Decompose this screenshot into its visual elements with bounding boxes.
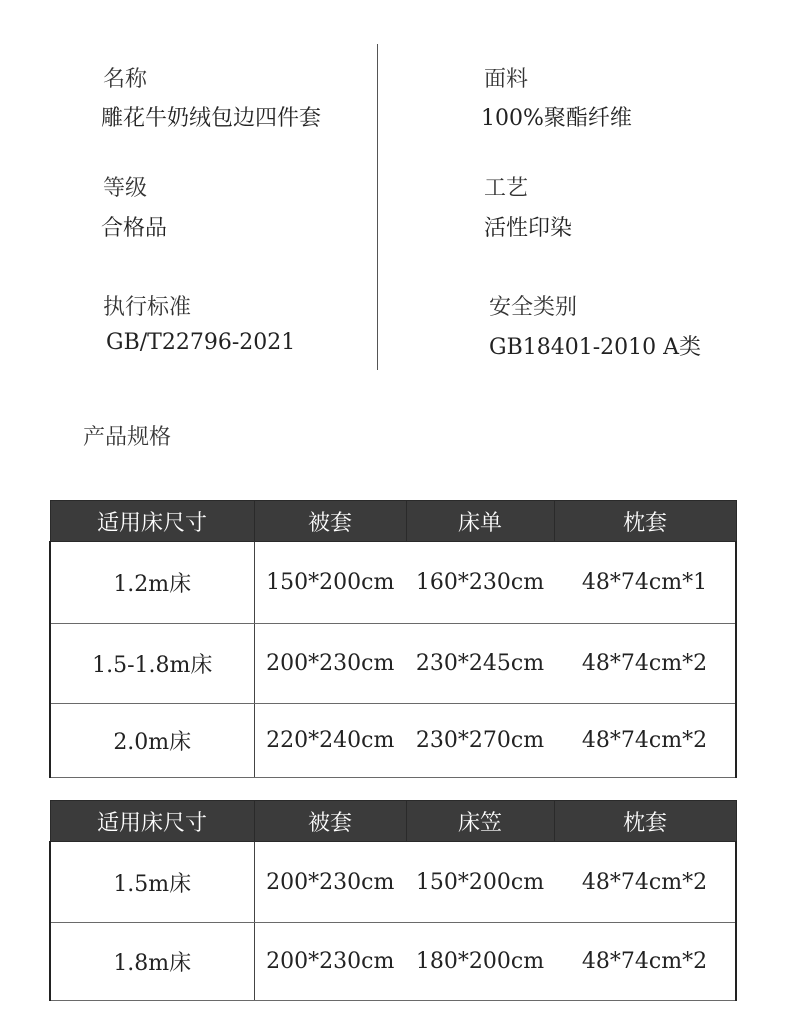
table-cell: 48*74cm*2: [554, 842, 736, 923]
table-header-row: [50, 501, 736, 542]
table-cell: 2.0m床: [50, 704, 254, 778]
header-pillowcase: 枕套: [554, 801, 736, 842]
header-pillowcase: 枕套: [554, 501, 736, 542]
grade-label: 等级: [103, 176, 148, 201]
table-cell: 230*270cm: [406, 704, 554, 778]
header-bed-sheet: 床单: [406, 501, 554, 542]
table-cell: 230*245cm: [406, 624, 554, 704]
safety-label: 安全类别: [489, 295, 578, 320]
table-cell: 200*230cm: [254, 624, 406, 704]
standard-value: GB/T22796-2021: [106, 330, 296, 355]
table-cell: 1.8m床: [50, 923, 254, 1001]
fabric-label: 面料: [484, 67, 529, 92]
name-label: 名称: [103, 67, 148, 92]
table-cell: 1.5m床: [50, 842, 254, 923]
table-row: [50, 923, 736, 1001]
table-cell: 150*200cm: [254, 542, 406, 624]
table-cell: 48*74cm*1: [554, 542, 736, 624]
table-cell: 48*74cm*2: [554, 624, 736, 704]
safety-value: GB18401-2010 A类: [489, 335, 702, 360]
fabric-value: 100%聚酯纤维: [481, 106, 632, 131]
table-row: [50, 842, 736, 923]
table-cell: 220*240cm: [254, 704, 406, 778]
table-row: [50, 704, 736, 778]
specs-title: 产品规格: [83, 425, 172, 450]
spec-table-1: [49, 500, 737, 778]
table-cell: 1.2m床: [50, 542, 254, 624]
table-row: [50, 624, 736, 704]
header-bed-size: 适用床尺寸: [50, 801, 254, 842]
craft-value: 活性印染: [484, 216, 573, 241]
table-cell: 160*230cm: [406, 542, 554, 624]
standard-label: 执行标准: [103, 295, 192, 320]
craft-label: 工艺: [484, 176, 529, 201]
table-row: [50, 542, 736, 624]
table-cell: 200*230cm: [254, 842, 406, 923]
grade-value: 合格品: [101, 216, 168, 241]
name-value: 雕花牛奶绒包边四件套: [101, 106, 322, 131]
table-cell: 180*200cm: [406, 923, 554, 1001]
header-duvet-cover: 被套: [254, 801, 406, 842]
header-fitted-sheet: 床笠: [406, 801, 554, 842]
info-divider: [377, 44, 378, 370]
table-header-row: [50, 801, 736, 842]
table-cell: 150*200cm: [406, 842, 554, 923]
table-cell: 48*74cm*2: [554, 704, 736, 778]
table-cell: 48*74cm*2: [554, 923, 736, 1001]
table-cell: 200*230cm: [254, 923, 406, 1001]
table-cell: 1.5-1.8m床: [50, 624, 254, 704]
header-duvet-cover: 被套: [254, 501, 406, 542]
spec-table-2: [49, 800, 737, 1001]
header-bed-size: 适用床尺寸: [50, 501, 254, 542]
